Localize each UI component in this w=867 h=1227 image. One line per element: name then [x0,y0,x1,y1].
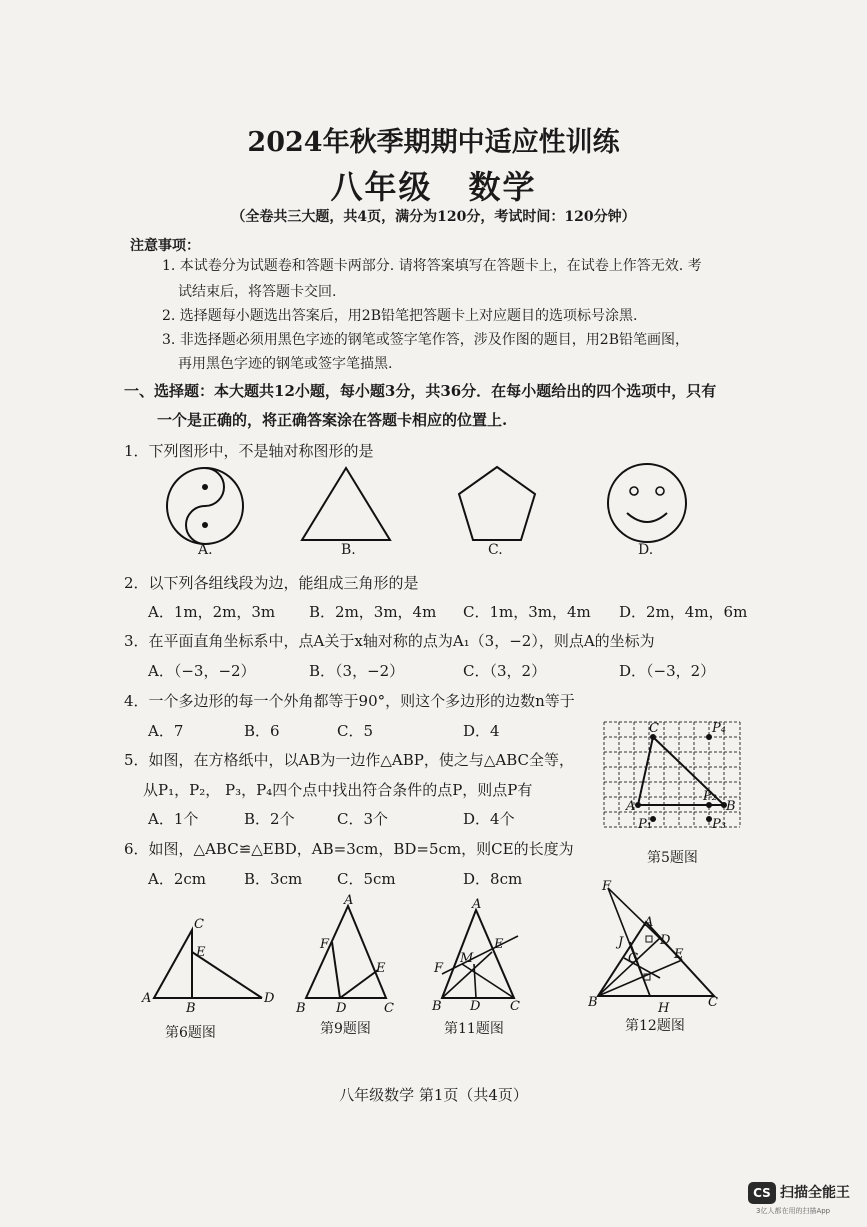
q6-option-b: B．3cm [244,870,303,888]
svg-text:J: J [618,935,624,950]
svg-text:E: E [494,937,504,952]
q6-option-c: C．5cm [337,870,396,888]
q1-label-c: C. [488,542,503,558]
svg-text:F: F [434,961,444,976]
svg-text:B: B [186,1001,196,1012]
fig11 [430,896,530,1012]
fig11-caption: 第11题图 [444,1021,504,1037]
note-3: 3. 非选择题必须用黑色字迹的钢笔或签字笔作答，涉及作图的题目，用2B铅笔画图， [162,332,690,348]
q1-figure-c [454,462,540,546]
q5-caption: 第5题图 [647,850,698,866]
q5-stem-2: 从P₁，P₂， P₃，P₄四个点中找出符合条件的点P，则点P有 [143,781,533,799]
scanner-badge [748,1180,860,1216]
grade-subject [0,162,867,208]
svg-text:B: B [432,999,442,1012]
q1-label-d: D. [638,542,654,558]
q5-option-d: D．4个 [463,810,515,828]
fig6 [134,912,284,1012]
q4-stem: 4．一个多边形的每一个外角都等于90°，则这个多边形的边数n等于 [124,692,575,710]
svg-text:P₂: P₂ [703,789,717,804]
svg-text:P₃: P₃ [712,817,726,832]
q6-option-a: A．2cm [148,870,207,888]
fig6-caption: 第6题图 [165,1025,216,1041]
q1-figure-b [298,464,394,544]
q5-stem-1: 5．如图，在方格纸中，以AB为一边作△ABP，使之与△ABC全等， [124,751,575,769]
svg-text:F: F [602,879,612,894]
subject-label: 数学 [468,168,537,206]
q2-option-d: D．2m，4m，6m [619,603,748,621]
svg-text:A: A [142,991,152,1006]
notes-heading: 注意事项： [130,238,200,254]
svg-text:E: E [674,947,684,962]
q4-option-a: A．7 [148,722,184,740]
svg-text:B: B [296,1001,306,1014]
q5-option-a: A．1个 [148,810,199,828]
svg-text:D: D [264,991,275,1006]
q4-option-d: D．4 [463,722,500,740]
exam-info: （全卷共三大题，共4页，满分为120分，考试时间：120分钟） [231,209,636,225]
q3-option-d: D．（−3，2） [619,662,716,680]
scanner-tagline: 3亿人都在用的扫描App [756,1207,831,1215]
svg-text:A: A [344,894,354,908]
svg-text:D: D [336,1001,347,1014]
svg-text:P₄: P₄ [712,721,726,736]
note-1-cont: 试结束后，将答题卡交回. [178,284,337,300]
svg-text:C: C [384,1001,394,1014]
svg-text:A: A [644,915,654,930]
q4-option-b: B．6 [244,722,280,740]
q3-option-c: C．（3，2） [463,662,547,680]
q2-option-a: A．1m，2m，3m [148,603,276,621]
exam-title: 2024年秋季期期中适应性训练 [247,127,620,158]
cs-logo-icon: CS [748,1182,776,1204]
section1-line1: 一、选择题：本大题共12小题，每小题3分，共36分．在每小题给出的四个选项中，只有 [124,382,717,400]
q3-stem: 3．在平面直角坐标系中，点A关于x轴对称的点为A₁（3，−2），则点A的坐标为 [124,632,655,650]
fig9 [290,894,400,1014]
q1-label-b: B. [341,542,356,558]
note-3-cont: 再用黑色字迹的钢笔或签字笔描黑. [178,356,393,372]
q2-option-c: C．1m，3m，4m [463,603,591,621]
svg-text:A: A [626,799,636,814]
svg-text:G: G [628,951,639,966]
q2-stem: 2．以下列各组线段为边，能组成三角形的是 [124,574,419,592]
q1-label-a: A. [198,542,213,558]
svg-text:B: B [588,995,598,1010]
svg-text:E: E [196,945,206,960]
svg-text:P₁: P₁ [638,817,652,832]
q4-option-c: C．5 [337,722,374,740]
scanner-app-name: 扫描全能王 [780,1185,850,1201]
page-footer: 八年级数学 第1页（共4页） [339,1086,528,1104]
svg-text:F: F [320,937,330,952]
svg-text:H: H [658,1001,670,1012]
note-1: 1. 本试卷分为试题卷和答题卡两部分. 请将答案填写在答题卡上，在试卷上作答无效. 考 [162,258,702,274]
fig12-caption: 第12题图 [625,1018,685,1034]
svg-text:A: A [472,897,482,912]
q5-option-c: C．3个 [337,810,389,828]
grade-label: 八年级 [330,168,433,206]
q3-option-b: B．（3，−2） [309,662,405,680]
q6-option-d: D．8cm [463,870,523,888]
svg-text:C: C [510,999,520,1012]
note-2: 2. 选择题每小题选出答案后，用2B铅笔把答题卡上对应题目的选项标号涂黑. [162,308,638,324]
fig12 [588,878,728,1012]
q3-option-a: A．（−3，−2） [148,662,256,680]
section1-line2: 一个是正确的，将正确答案涂在答题卡相应的位置上. [157,411,508,429]
q2-option-b: B．2m，3m，4m [309,603,437,621]
svg-text:C: C [194,917,204,932]
q1-stem: 1．下列图形中，不是轴对称图形的是 [124,442,374,460]
fig9-caption: 第9题图 [320,1021,371,1037]
q1-figure-a [160,466,250,546]
q6-stem: 6．如图，△ABC≌△EBD，AB=3cm，BD=5cm，则CE的长度为 [124,840,574,858]
q1-figure-d [605,461,689,545]
svg-text:M: M [460,951,474,966]
svg-text:D: D [660,933,671,948]
svg-text:D: D [470,999,481,1012]
q5-figure [600,718,744,834]
svg-text:B: B [726,799,736,814]
q5-option-b: B．2个 [244,810,295,828]
svg-text:E: E [376,961,386,976]
svg-text:C: C [708,995,718,1010]
svg-text:C: C [649,721,659,736]
